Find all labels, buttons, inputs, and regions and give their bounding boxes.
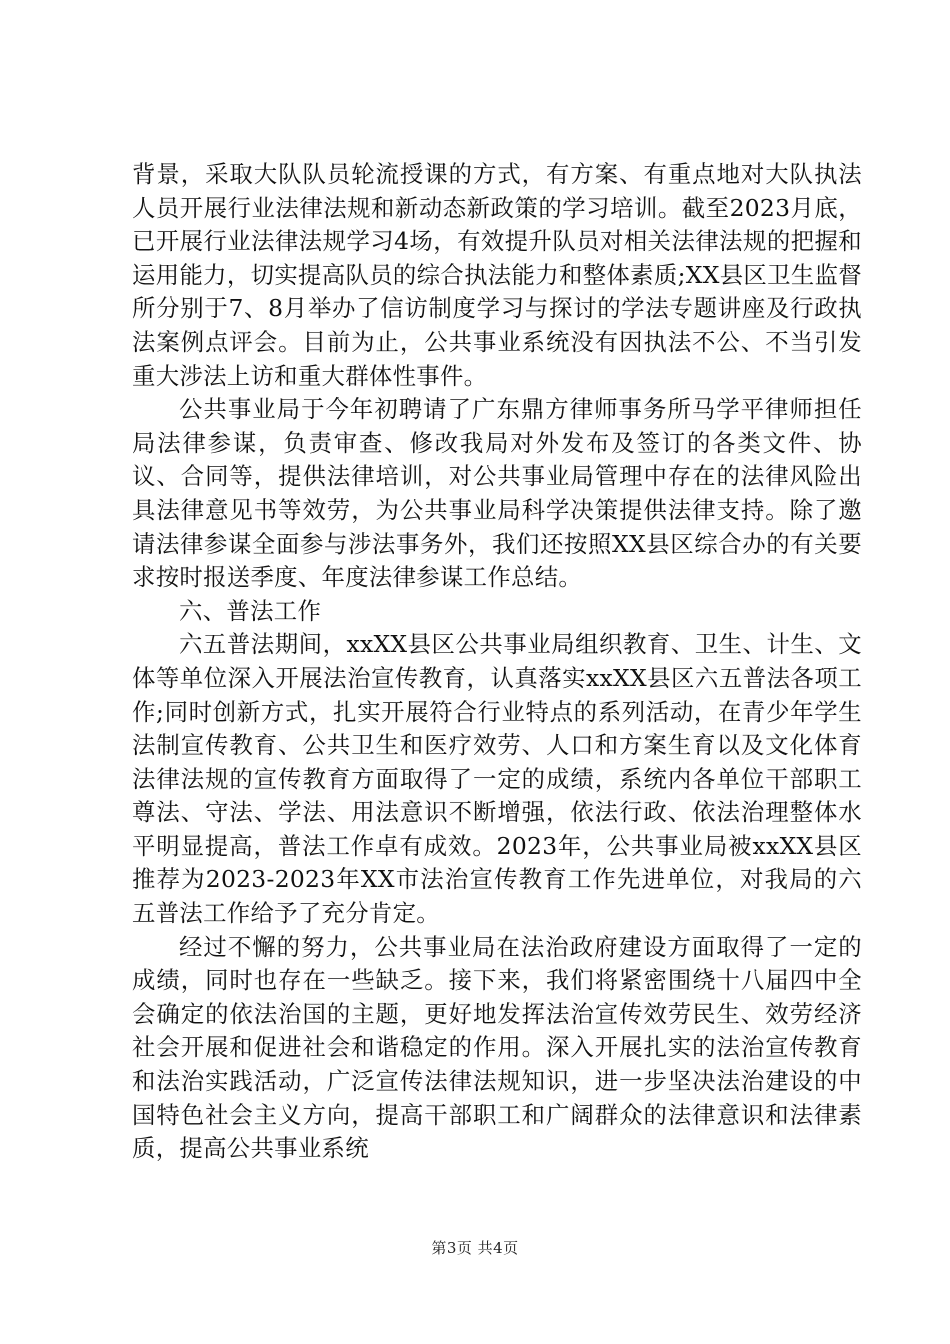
paragraph-legal-education: 六五普法期间，xxXX县区公共事业局组织教育、卫生、计生、文体等单位深入开展法治宣传教育，认真落实xxXX县区六五普法各项工作;同时创新方式，扎实开展符合行业特点的系列活动，在青少年学生法制宣传教育、公共卫生和医疗效劳、人口和方案生育以及文化体育法律法规的宣传教育方面取得了一定的成绩，系统内各单位干部职工尊法、守法、学法、用法意识不断增强，依法行政、依法治理整体水平明显提高，普法工作卓有成效。2023年，公共事业局被xxXX县区推荐为2023-2023年XX市法治宣传教育工作先进单位，对我局的六五普法工作给予了充分肯定。: [132, 630, 862, 928]
paragraph-summary: 经过不懈的努力，公共事业局在法治政府建设方面取得了一定的成绩，同时也存在一些缺乏。接下来，我们将紧密围绕十八届四中全会确定的依法治国的主题，更好地发挥法治宣传效劳民生、效劳经济社会开展和促进社会和谐稳定的作用。深入开展扎实的法治宣传教育和法治实践活动，广泛宣传法律法规知识，进一步坚决法治建设的中国特色社会主义方向，提高干部职工和广阔群众的法律意识和法律素质，提高公共事业系统: [132, 932, 862, 1163]
paragraph-legal-advisor: 公共事业局于今年初聘请了广东鼎方律师事务所马学平律师担任局法律参谋，负责审查、修改我局对外发布及签订的各类文件、协议、合同等，提供法律培训，对公共事业局管理中存在的法律风险出具法律意见书等效劳，为公共事业局科学决策提供法律支持。除了邀请法律参谋全面参与涉法事务外，我们还按照XX县区综合办的有关要求按时报送季度、年度法律参谋工作总结。: [132, 395, 862, 592]
section-heading-legal-education: 六、普法工作: [179, 596, 322, 625]
paragraph-continued: 背景，采取大队队员轮流授课的方式，有方案、有重点地对大队执法人员开展行业法律法规和新动态新政策的学习培训。截至2023月底，已开展行业法律法规学习4场，有效提升队员对相关法律法规的把握和运用能力，切实提高队员的综合执法能力和整体素质;XX县区卫生监督所分别于7、8月举办了信访制度学习与探讨的学法专题讲座及行政执法案例点评会。目前为止，公共事业系统没有因执法不公、不当引发重大涉法上访和重大群体性事件。: [132, 160, 862, 390]
page-number-footer: 第3页 共4页: [431, 1239, 519, 1257]
document-body: [132, 158, 862, 1166]
